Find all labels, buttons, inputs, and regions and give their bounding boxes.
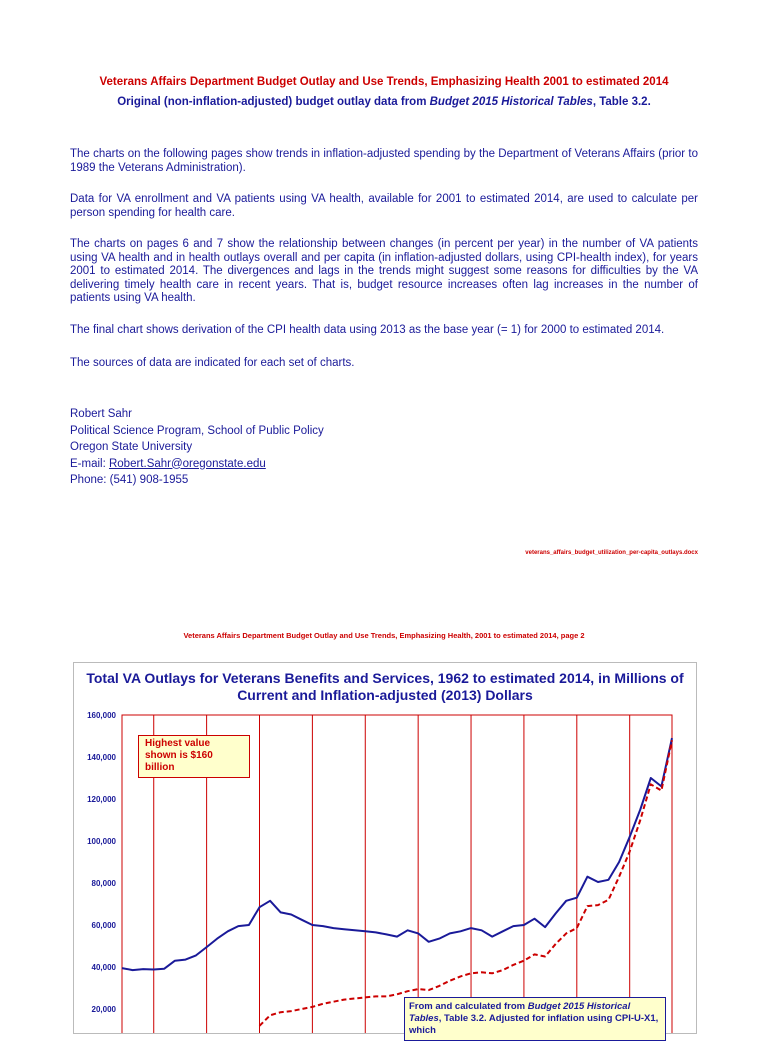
intro-paragraph-4: The final chart shows derivation of the CPI health data using 2013 as the base year (= 1) for 2000 to estimated 2014.	[70, 324, 665, 336]
author-name: Robert Sahr	[70, 408, 133, 420]
subtitle-source-italic: Budget 2015 Historical Tables	[429, 96, 593, 108]
source-note	[404, 997, 666, 1041]
email-line	[70, 456, 324, 473]
intro-paragraph-1: The charts on the following pages show trends in inflation-adjusted spending by the Department of Veterans Affairs (prior to 1989 the Veterans Administration).	[70, 148, 698, 174]
series-line-inflation-adjusted	[260, 740, 673, 1026]
source-note-text-a: From and calculated from	[409, 1001, 528, 1012]
line-chart	[74, 663, 696, 1033]
email-label: E-mail:	[70, 457, 109, 470]
intro-paragraph-3: The charts on pages 6 and 7 show the relationship between changes (in percent per year) in the number of VA patients using VA health and in health outlays overall and per capita (in inflation-adjusted dollars, using CPI-health index), for years 2001 to estimated 2014. The divergences and lags in the trends might suggest some reasons for difficulties by the VA delivering timely health care in recent years. That is, budget resource increases often lag increases in the number of patients using VA health.	[70, 238, 698, 304]
author-university: Oregon State University	[70, 441, 193, 453]
chart-container	[73, 662, 697, 1034]
file-name: veterans_affairs_budget_utilization_per-capita_outlays.docx	[525, 550, 698, 556]
intro-paragraph-5: The sources of data are indicated for each set of charts.	[70, 357, 355, 369]
y-tick-label: 160,000	[87, 711, 116, 720]
y-tick-label: 20,000	[91, 1005, 116, 1014]
highest-value-note: Highest value shown is $160 billion	[138, 735, 250, 778]
source-note-italic: Budget 2015 Historical Tables	[409, 1001, 631, 1024]
phone-line: Phone: (541) 908-1955	[70, 474, 189, 486]
email-link[interactable]: Robert.Sahr@oregonstate.edu	[108, 457, 266, 470]
y-tick-label: 60,000	[91, 921, 116, 930]
document-subtitle	[0, 96, 768, 108]
document-title: Veterans Affairs Department Budget Outlay and Use Trends, Emphasizing Health 2001 to estimated 2014	[99, 76, 669, 88]
y-tick-label: 100,000	[87, 837, 116, 846]
y-tick-label: 120,000	[87, 795, 116, 804]
y-tick-label: 40,000	[91, 963, 116, 972]
chart-title: Total VA Outlays for Veterans Benefits and Services, 1962 to estimated 2014, in Millions of Current and Inflation-adjusted (2013) Dollars	[86, 670, 684, 703]
subtitle-text-b: , Table 3.2.	[592, 96, 651, 108]
page2-header: Veterans Affairs Department Budget Outlay and Use Trends, Emphasizing Health, 2001 to estimated 2014, page 2	[183, 631, 585, 640]
intro-paragraph-2: Data for VA enrollment and VA patients using VA health, available for 2001 to estimated 2014, are used to calculate per person spending for health care.	[70, 193, 698, 219]
subtitle-text-a: Original (non-inflation-adjusted) budget outlay data from	[117, 96, 430, 108]
y-tick-label: 80,000	[91, 879, 116, 888]
source-note-text-b: , Table 3.2. Adjusted for inflation using CPI-U-X1, which	[409, 1013, 659, 1036]
contact-block	[70, 406, 324, 489]
author-department: Political Science Program, School of Public Policy	[70, 424, 324, 437]
y-tick-label: 140,000	[87, 753, 116, 762]
